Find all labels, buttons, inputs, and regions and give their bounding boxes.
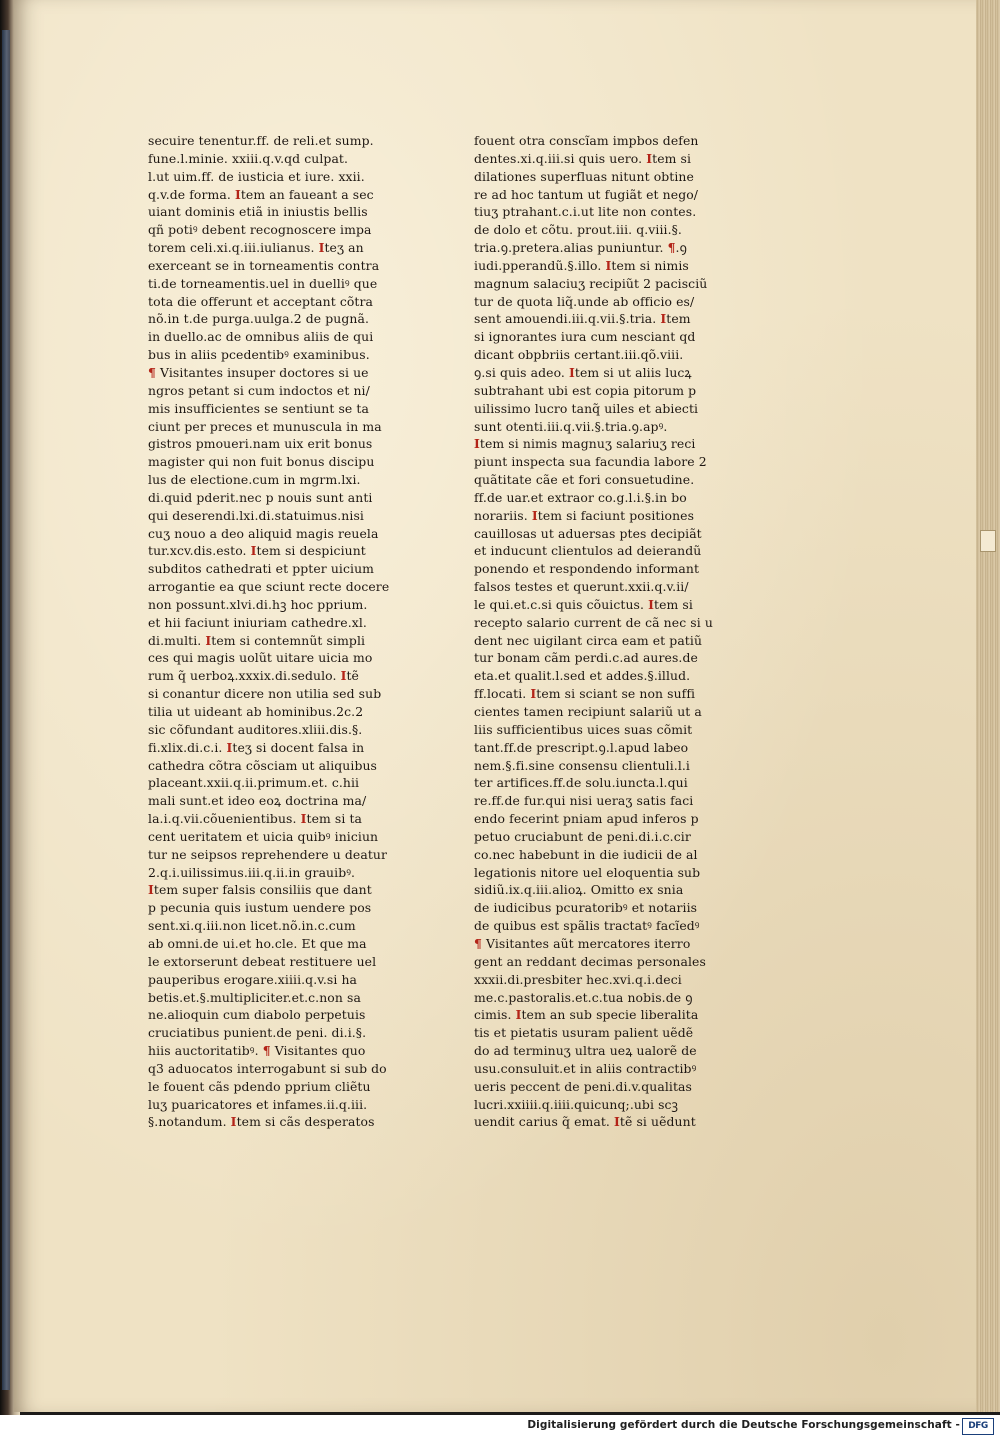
- text-line: di.quid pderit.nec p nouis sunt anti: [148, 489, 373, 505]
- text-line: do ad terminuʒ ultra ueꝝ ualorẽ de: [474, 1043, 697, 1059]
- text-line: ueris peccent de peni.di.v.qualitas: [474, 1078, 692, 1094]
- text-line: cathedra cõtra cõsciam ut aliquibus: [148, 757, 378, 773]
- text-line: rum q̃ uerboꝝ.xxxix.di.sedulo. Itẽ: [148, 668, 359, 684]
- text-line: fi.xlix.di.c.i. Iteʒ si docent falsa in: [148, 739, 365, 755]
- text-line: uilissimo lucro tanq̃ uiles et abiecti: [474, 400, 699, 416]
- text-line: subditos cathedrati et ppter uicium: [148, 561, 375, 577]
- text-line: cruciatibus punient.de peni. di.i.§.: [148, 1025, 367, 1041]
- text-line: usu.consuluit.et in aliis contractibꝰ: [474, 1060, 697, 1076]
- text-line: qui deserendi.lxi.di.statuimus.nisi: [148, 507, 364, 523]
- text-line: co.nec habebunt in die iudicii de al: [474, 846, 698, 862]
- text-line: endo fecerint pniam apud inferos p: [474, 811, 699, 827]
- text-line: l.ut uim.ff. de iusticia et iure. xxii.: [148, 168, 365, 184]
- digitization-footer: [0, 1415, 1000, 1437]
- text-line: ces qui magis uolũt uitare uicia mo: [148, 650, 373, 666]
- text-line: re ad hoc tantum ut fugiãt et nego/: [474, 186, 699, 202]
- text-line: qñ potiꝰ debent recognoscere impa: [148, 222, 372, 238]
- text-line: 2.q.i.uilissimus.iii.q.ii.in grauibꝰ.: [148, 864, 356, 880]
- text-line: me.c.pastoralis.et.c.tua nobis.de ꝯ: [474, 989, 693, 1005]
- text-line: tis et pietatis usuram palient uẽdẽ: [474, 1025, 694, 1041]
- text-line: mali sunt.et ideo eoꝝ doctrina ma/: [148, 793, 367, 809]
- text-line: la.i.q.vii.cõuenientibus. Item si ta: [148, 811, 363, 827]
- text-line: ff.locati. Item si sciant se non suffi: [474, 686, 696, 702]
- text-line: piunt inspecta sua facundia labore 2: [474, 454, 707, 470]
- text-line: si conantur dicere non utilia sed sub: [148, 686, 382, 702]
- text-line: §.notandum. Item si cãs desperatos: [148, 1114, 375, 1130]
- text-line: ter artifices.ff.de solu.iuncta.l.qui: [474, 775, 688, 791]
- text-line: placeant.xxii.q.ii.primum.et. c.hii: [148, 775, 360, 791]
- text-line: le fouent cãs pdendo pprium cliẽtu: [148, 1078, 371, 1094]
- text-line: tota die offerunt et acceptant cõtra: [148, 293, 374, 309]
- text-line: eta.et qualit.l.sed et addes.§.illud.: [474, 668, 691, 684]
- text-line: tur de quota liq̃.unde ab officio es/: [474, 293, 695, 309]
- text-line: tria.ꝯ.pretera.alias puniuntur. ¶.ꝯ: [474, 240, 687, 256]
- text-line: ꝯ.si quis adeo. Item si ut aliis lucꝝ: [474, 364, 692, 380]
- text-line: ti.de torneamentis.uel in duelliꝰ que: [148, 275, 378, 291]
- text-line: ¶ Visitantes insuper doctores si ue: [148, 364, 369, 380]
- text-line: nem.§.fi.sine consensu clientuli.l.i: [474, 757, 690, 773]
- text-line: de dolo et cõtu. prout.iii. q.viii.§.: [474, 222, 682, 238]
- text-line: cimis. Item an sub specie liberalita: [474, 1007, 699, 1023]
- text-line: di.multi. Item si contemnũt simpli: [148, 632, 366, 648]
- text-line: tur bonam cãm perdi.c.ad aures.de: [474, 650, 698, 666]
- text-line: lucri.xxiiii.q.iiii.quicunq;.ubi scꝫ: [474, 1096, 678, 1112]
- text-line: bus in aliis pcedentibꝰ examinibus.: [148, 347, 370, 363]
- text-line: dentes.xi.q.iii.si quis uero. Item si: [474, 150, 692, 166]
- text-line: sunt otenti.iii.q.vii.§.tria.ꝯ.apꝰ.: [474, 418, 668, 434]
- text-line: recepto salario current de cã nec si u: [474, 614, 713, 630]
- text-line: magister qui non fuit bonus discipu: [148, 454, 375, 470]
- text-line: tur.xcv.dis.esto. Item si despiciunt: [148, 543, 366, 559]
- text-line: liis sufficientibus uices suas cõmit: [474, 721, 693, 737]
- text-line: betis.et.§.multipliciter.et.c.non sa: [148, 989, 361, 1005]
- text-line: tant.ff.de prescript.ꝯ.l.apud labeo: [474, 739, 689, 755]
- page-fore-edge: [976, 0, 1000, 1412]
- text-line: mis insufficientes se sentiunt se ta: [148, 400, 369, 416]
- text-line: ¶ Visitantes aũt mercatores iterro: [474, 935, 691, 951]
- text-line: de iudicibus pcuratoribꝰ et notariis: [474, 900, 698, 916]
- text-line: q.v.de forma. Item an faueant a sec: [148, 186, 374, 202]
- text-line: ne.alioquin cum diabolo perpetuis: [148, 1007, 366, 1023]
- text-line: ponendo et respondendo informant: [474, 561, 700, 577]
- dfg-logo: DFG: [962, 1418, 994, 1435]
- text-line: xxxii.di.presbiter hec.xvi.q.i.deci: [474, 971, 682, 987]
- text-line: et hii faciunt iniuriam cathedre.xl.: [148, 614, 367, 630]
- text-line: gistros pmoueri.nam uix erit bonus: [148, 436, 373, 452]
- text-line: de quibus est spãlis tractatꝰ facĩedꝰ: [474, 918, 700, 934]
- text-line: le qui.et.c.si quis cõuictus. Item si: [474, 596, 693, 612]
- text-line: ab omni.de ui.et ho.cle. Et que ma: [148, 935, 367, 951]
- text-line: exerceant se in torneamentis contra: [148, 257, 380, 273]
- text-line: lus de electione.cum in mgrm.lxi.: [148, 472, 361, 488]
- text-line: le extorserunt debeat restituere uel: [148, 953, 377, 969]
- left-text-column: [148, 132, 398, 1131]
- text-line: subtrahant ubi est copia pitorum p: [474, 382, 697, 398]
- text-line: sic cõfundant auditores.xliii.dis.§.: [148, 721, 363, 737]
- text-line: tilia ut uideant ab hominibus.2c.2: [148, 704, 364, 719]
- text-line: in duello.ac de omnibus aliis de qui: [148, 329, 374, 345]
- text-line: pauperibus erogare.xiiii.q.v.si ha: [148, 971, 358, 987]
- text-line: ff.de uar.et extraor co.g.l.i.§.in bo: [474, 489, 687, 505]
- text-line: cauillosas ut aduersas ptes decipiãt: [474, 525, 702, 541]
- text-line: tur ne seipsos reprehendere u deatur: [148, 846, 388, 862]
- text-line: uendit carius q̃ emat. Itẽ si uẽdunt: [474, 1114, 696, 1130]
- text-line: sidiũ.ix.q.iii.alioꝝ. Omitto ex snia: [474, 882, 684, 898]
- text-line: cientes tamen recipiunt salariũ ut a: [474, 704, 702, 719]
- text-line: dicant obpbriis certant.iii.qõ.viii.: [474, 347, 684, 363]
- page-tab-marker: [980, 530, 996, 552]
- text-line: arrogantie ea que sciunt recte docere: [148, 579, 390, 595]
- text-line: gent an reddant decimas personales: [474, 953, 706, 969]
- text-line: tiuʒ ptrahant.c.i.ut lite non contes.: [474, 204, 697, 220]
- text-line: magnum salaciuʒ recipiũt 2 pacisciũ: [474, 275, 708, 291]
- text-line: re.ff.de fur.qui nisi ueraʒ satis faci: [474, 793, 694, 809]
- text-line: secuire tenentur.ff. de reli.et sump.: [148, 133, 374, 148]
- text-line: torem celi.xi.q.iii.iulianus. Iteʒ an: [148, 240, 364, 256]
- text-line: non possunt.xlvi.di.hꝫ hoc pprium.: [148, 596, 368, 612]
- text-line: et inducunt clientulos ad deierandũ: [474, 543, 702, 559]
- text-line: ngros petant si cum indoctos et ni/: [148, 382, 370, 398]
- text-line: quãtitate cãe et fori consuetudine.: [474, 472, 695, 488]
- text-line: hiis auctoritatibꝰ. ¶ Visitantes quo: [148, 1043, 366, 1059]
- text-line: cuʒ nouo a deo aliquid magis reuela: [148, 525, 379, 541]
- text-line: ciunt per preces et munuscula in ma: [148, 418, 382, 434]
- text-line: uiant dominis etiã in iniustis bellis: [148, 204, 368, 220]
- text-line: luʒ puaricatores et infames.ii.q.iii.: [148, 1096, 368, 1112]
- text-line: petuo cruciabunt de peni.di.i.c.cir: [474, 828, 691, 844]
- text-line: sent amouendi.iii.q.vii.§.tria. Item: [474, 311, 691, 327]
- text-line: Item si nimis magnuʒ salariuʒ reci: [474, 436, 696, 452]
- right-text-column: [474, 132, 724, 1131]
- text-line: nõ.in t.de purga.uulga.2 de pugnã.: [148, 311, 370, 327]
- text-line: sent.xi.q.iii.non licet.nõ.in.c.cum: [148, 918, 356, 934]
- text-line: cent ueritatem et uicia quibꝰ iniciun: [148, 828, 379, 844]
- funding-credit: Digitalisierung gefördert durch die Deutsche Forschungsgemeinschaft -: [527, 1419, 960, 1431]
- text-line: q3 aduocatos interrogabunt si sub do: [148, 1060, 387, 1076]
- text-line: fouent otra conscĩam impbos defen: [474, 133, 699, 148]
- text-line: legationis nitore uel eloquentia sub: [474, 864, 701, 880]
- text-line: dent nec uigilant circa eam et patiũ: [474, 632, 703, 648]
- text-line: p pecunia quis iustum uendere pos: [148, 900, 372, 916]
- text-line: norariis. Item si faciunt positiones: [474, 507, 695, 523]
- text-line: falsos testes et querunt.xxii.q.v.ii/: [474, 579, 689, 595]
- text-line: dilationes superfluas nitunt obtine: [474, 168, 694, 184]
- text-line: si ignorantes iura cum nesciant qd: [474, 329, 696, 345]
- text-line: fune.l.minie. xxiii.q.v.qd culpat.: [148, 150, 349, 166]
- text-line: iudi.pperandũ.§.illo. Item si nimis: [474, 257, 689, 273]
- text-line: Item super falsis consiliis que dant: [148, 882, 372, 898]
